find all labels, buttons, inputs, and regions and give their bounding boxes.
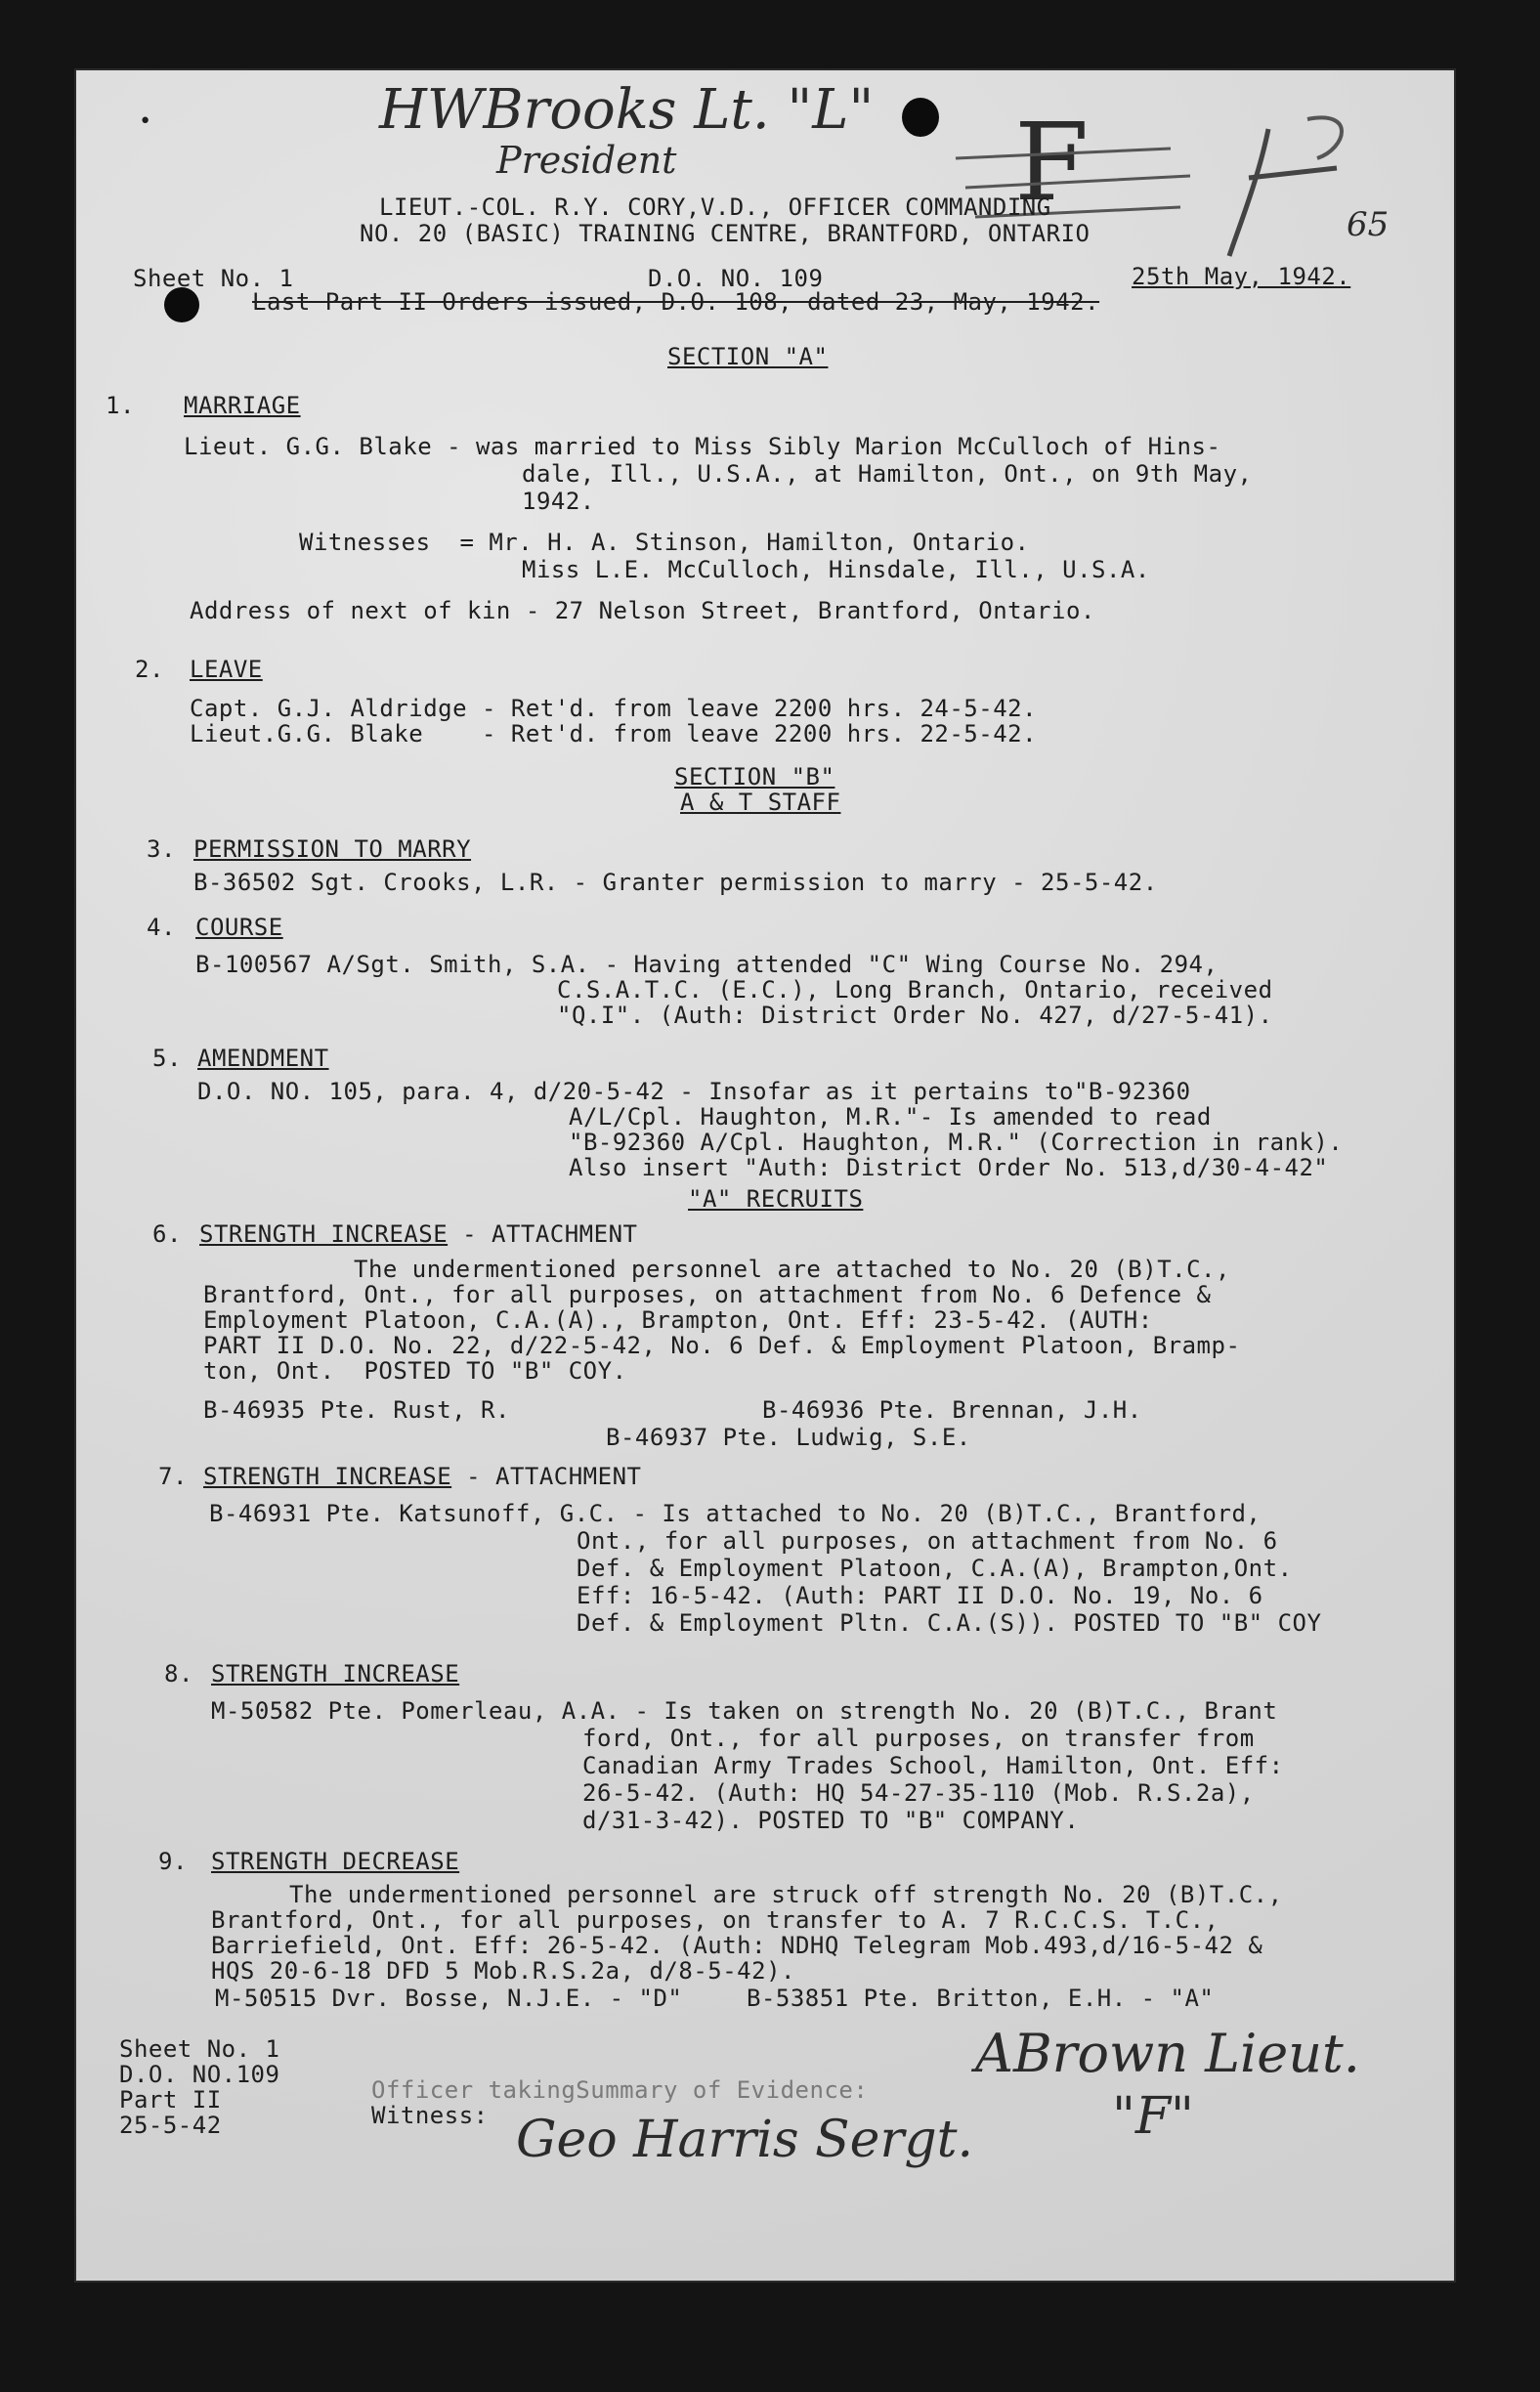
item-line: Canadian Army Trades School, Hamilton, Ont. Eff: bbox=[582, 1752, 1284, 1779]
footer-sheet: Sheet No. 1 bbox=[119, 2035, 280, 2063]
personnel-entry: B-46937 Pte. Ludwig, S.E. bbox=[606, 1424, 971, 1451]
item-heading: LEAVE bbox=[190, 656, 263, 683]
item-heading-row bbox=[203, 1462, 641, 1491]
footer-date: 25-5-42 bbox=[119, 2112, 222, 2139]
page-number: 65 bbox=[1347, 205, 1390, 244]
item-line: The undermentioned personnel are struck off strength No. 20 (B)T.C., bbox=[289, 1881, 1283, 1908]
item-heading: COURSE bbox=[195, 914, 283, 941]
item-number: 7. bbox=[158, 1463, 188, 1490]
item-heading: PERMISSION TO MARRY bbox=[193, 835, 472, 863]
item-line: C.S.A.T.C. (E.C.), Long Branch, Ontario, received bbox=[557, 976, 1273, 1004]
item-number: 6. bbox=[152, 1220, 182, 1248]
item-line: Capt. G.J. Aldridge - Ret'd. from leave 2200 hrs. 24-5-42. bbox=[190, 695, 1038, 722]
item-line: B-46931 Pte. Katsunoff, G.C. - Is attached to No. 20 (B)T.C., Brantford, bbox=[209, 1500, 1262, 1527]
item-number: 4. bbox=[147, 914, 176, 941]
item-line: B-100567 A/Sgt. Smith, S.A. - Having attended "C" Wing Course No. 294, bbox=[195, 951, 1219, 978]
personnel-entry: B-53851 Pte. Britton, E.H. - "A" bbox=[747, 1985, 1215, 2012]
item-line: Address of next of kin - 27 Nelson Street, Brantford, Ontario. bbox=[190, 597, 1095, 624]
item-line: dale, Ill., U.S.A., at Hamilton, Ont., on 9th May, bbox=[522, 460, 1253, 488]
item-heading: MARRIAGE bbox=[184, 392, 301, 419]
item-line: Ont., for all purposes, on attachment from No. 6 bbox=[577, 1527, 1278, 1555]
item-number: 8. bbox=[164, 1660, 193, 1687]
item-line: Brantford, Ont., for all purposes, on attachment from No. 6 Defence & bbox=[203, 1281, 1212, 1308]
order-date: 25th May, 1942. bbox=[1132, 263, 1351, 290]
item-line: 26-5-42. (Auth: HQ 54-27-35-110 (Mob. R.S.2a), bbox=[582, 1779, 1255, 1807]
item-line: PART II D.O. No. 22, d/22-5-42, No. 6 Def. & Employment Platoon, Bramp- bbox=[203, 1332, 1241, 1359]
item-line: "B-92360 A/Cpl. Haughton, M.R." (Correction in rank). bbox=[569, 1129, 1344, 1156]
top-signature-sub: President bbox=[496, 139, 677, 182]
recruits-title: "A" RECRUITS bbox=[688, 1185, 864, 1213]
item-line: Eff: 16-5-42. (Auth: PART II D.O. No. 19, No. 6 bbox=[577, 1582, 1263, 1609]
section-a-title: SECTION "A" bbox=[667, 343, 829, 370]
item-line: Def. & Employment Pltn. C.A.(S)). POSTED TO "B" COY bbox=[577, 1609, 1322, 1637]
item-heading-tail: - ATTACHMENT bbox=[448, 1220, 638, 1248]
witness-signature: Geo Harris Sergt. bbox=[516, 2111, 974, 2169]
item-heading-tail: - ATTACHMENT bbox=[451, 1463, 642, 1490]
item-heading-row bbox=[199, 1219, 637, 1249]
item-line: Miss L.E. McCulloch, Hinsdale, Ill., U.S.A. bbox=[522, 556, 1150, 583]
item-line: 1942. bbox=[522, 488, 595, 515]
item-line: "Q.I". (Auth: District Order No. 427, d/27-5-41). bbox=[557, 1002, 1273, 1029]
item-line: ton, Ont. POSTED TO "B" COY. bbox=[203, 1357, 627, 1385]
section-b-title: SECTION "B" bbox=[674, 763, 835, 790]
item-heading: STRENGTH INCREASE bbox=[199, 1220, 449, 1248]
item-line: Employment Platoon, C.A.(A)., Brampton, Ont. Eff: 23-5-42. (AUTH: bbox=[203, 1306, 1153, 1334]
item-line: A/L/Cpl. Haughton, M.R."- Is amended to read bbox=[569, 1103, 1212, 1131]
document-sheet bbox=[76, 70, 1454, 2281]
header-line-2: NO. 20 (BASIC) TRAINING CENTRE, BRANTFORD, ONTARIO bbox=[360, 220, 1091, 247]
item-heading: STRENGTH INCREASE bbox=[211, 1660, 460, 1687]
item-heading: AMENDMENT bbox=[197, 1045, 329, 1072]
item-number: 1. bbox=[106, 392, 135, 419]
punch-hole bbox=[902, 98, 939, 137]
item-line: Lieut.G.G. Blake - Ret'd. from leave 2200 hrs. 22-5-42. bbox=[190, 720, 1038, 748]
item-line: Barriefield, Ont. Eff: 26-5-42. (Auth: NDHQ Telegram Mob.493,d/16-5-42 & bbox=[211, 1932, 1263, 1959]
item-line: Witnesses = Mr. H. A. Stinson, Hamilton, Ontario. bbox=[299, 529, 1030, 556]
footer-part: Part II bbox=[119, 2086, 222, 2114]
item-line: Lieut. G.G. Blake - was married to Miss Sibly Marion McCulloch of Hins- bbox=[184, 433, 1221, 460]
item-line: The undermentioned personnel are attached to No. 20 (B)T.C., bbox=[354, 1256, 1230, 1283]
personnel-entry: B-46935 Pte. Rust, R. bbox=[203, 1396, 510, 1424]
item-line: D.O. NO. 105, para. 4, d/20-5-42 - Insofar as it pertains to"B-92360 bbox=[197, 1078, 1191, 1105]
personnel-entry: M-50515 Dvr. Bosse, N.J.E. - "D" bbox=[215, 1985, 683, 2012]
item-line: Also insert "Auth: District Order No. 513,d/30-4-42" bbox=[569, 1154, 1329, 1181]
item-heading: STRENGTH DECREASE bbox=[211, 1848, 460, 1875]
section-b-subtitle: A & T STAFF bbox=[680, 789, 841, 816]
bottom-mark: "F" bbox=[1112, 2087, 1194, 2146]
header-line-1: LIEUT.-COL. R.Y. CORY,V.D., OFFICER COMMANDING bbox=[379, 193, 1051, 221]
item-number: 2. bbox=[135, 656, 164, 683]
personnel-entry: B-46936 Pte. Brennan, J.H. bbox=[762, 1396, 1142, 1424]
last-orders: Last Part II Orders issued, D.O. 108, dated 23, May, 1942. bbox=[252, 288, 1100, 316]
top-signature: HWBrooks Lt. "L" bbox=[379, 78, 875, 142]
item-line: B-36502 Sgt. Crooks, L.R. - Granter permission to marry - 25-5-42. bbox=[193, 869, 1158, 896]
officer-label: Officer takingSummary of Evidence: bbox=[371, 2076, 869, 2104]
item-heading: STRENGTH INCREASE bbox=[203, 1463, 452, 1490]
item-line: d/31-3-42). POSTED TO "B" COMPANY. bbox=[582, 1807, 1080, 1834]
item-line: Def. & Employment Platoon, C.A.(A), Brampton,Ont. bbox=[577, 1555, 1293, 1582]
do-number: D.O. NO. 109 bbox=[648, 265, 824, 292]
item-number: 3. bbox=[147, 835, 176, 863]
item-line: HQS 20-6-18 DFD 5 Mob.R.S.2a, d/8-5-42). bbox=[211, 1957, 795, 1985]
witness-label: Witness: bbox=[371, 2102, 489, 2129]
sheet-number: Sheet No. 1 bbox=[133, 265, 294, 292]
stray-mark: • bbox=[139, 109, 152, 134]
footer-do: D.O. NO.109 bbox=[119, 2061, 280, 2088]
bottom-signature: ABrown Lieut. bbox=[975, 2023, 1360, 2084]
item-line: ford, Ont., for all purposes, on transfer from bbox=[582, 1725, 1255, 1752]
item-number: 9. bbox=[158, 1848, 188, 1875]
item-number: 5. bbox=[152, 1045, 182, 1072]
top-right-mark: F bbox=[1014, 100, 1090, 225]
item-line: Brantford, Ont., for all purposes, on transfer to A. 7 R.C.C.S. T.C., bbox=[211, 1906, 1219, 1934]
item-line: M-50582 Pte. Pomerleau, A.A. - Is taken on strength No. 20 (B)T.C., Brant bbox=[211, 1697, 1278, 1725]
